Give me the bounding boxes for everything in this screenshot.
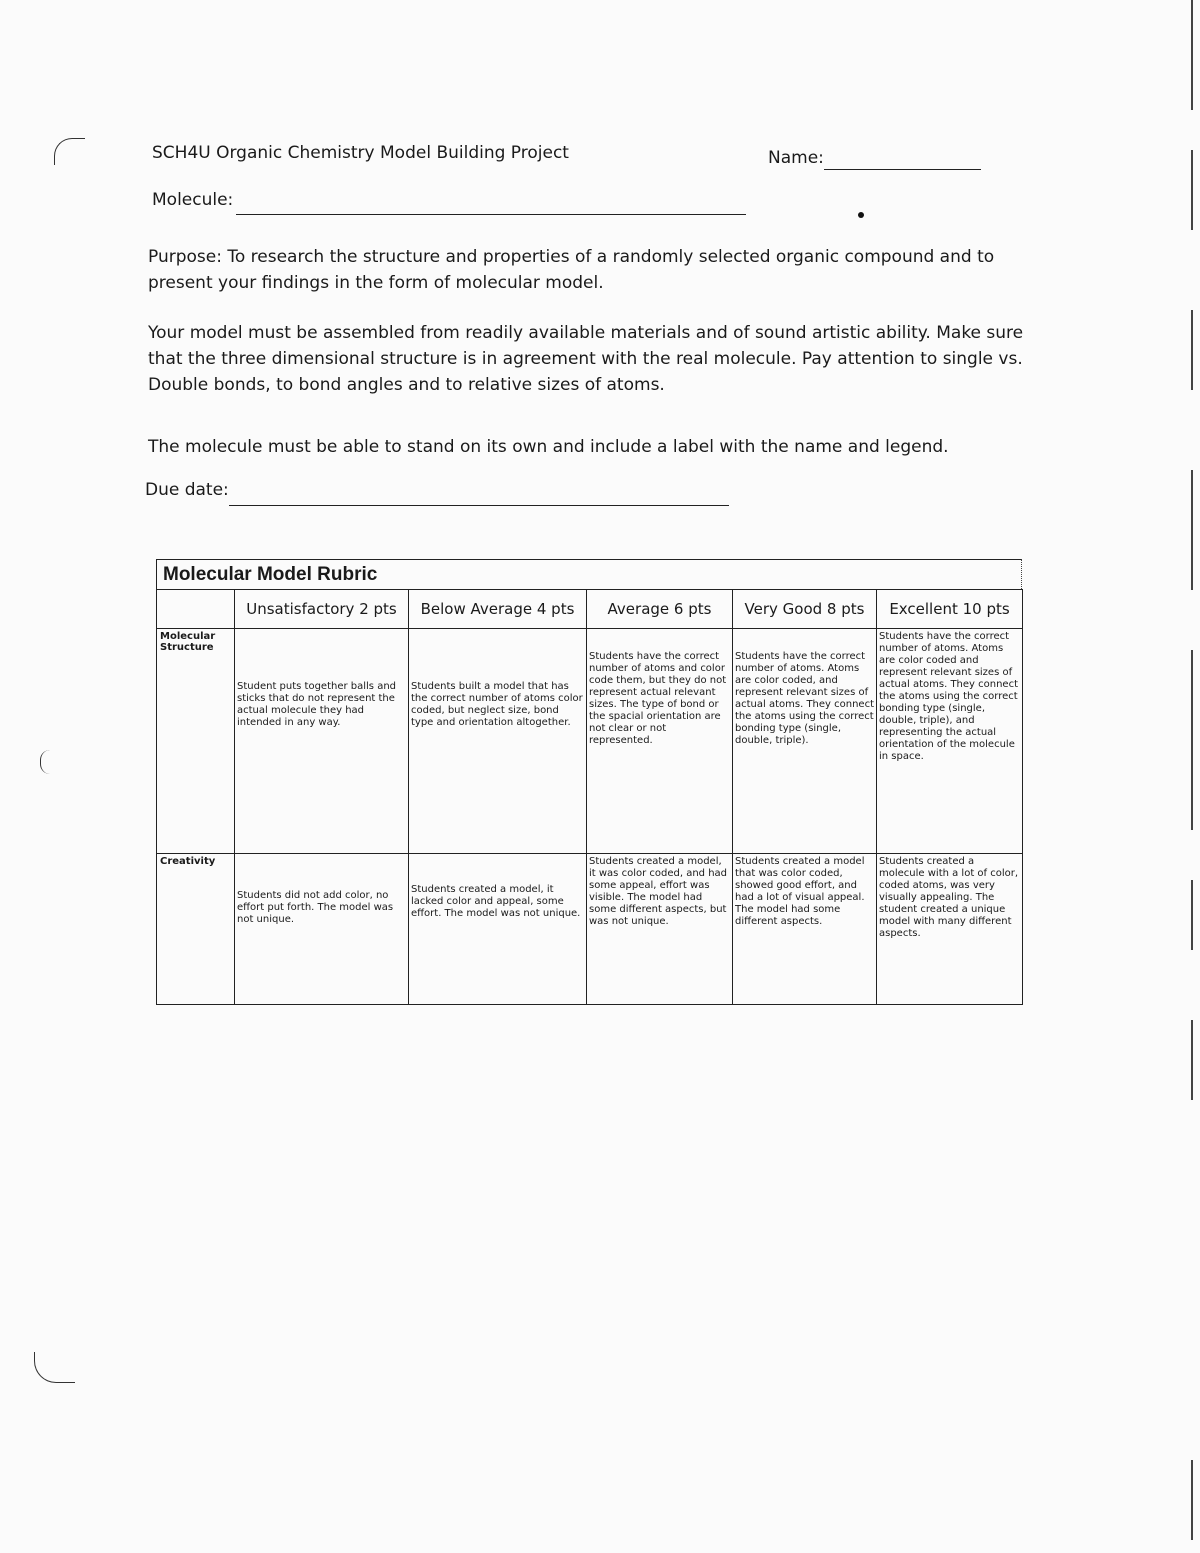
scan-edge-line [1191,880,1193,950]
rubric-cell [877,854,1023,1005]
rubric-header-row [157,590,1023,629]
model-requirements-paragraph: Your model must be assembled from readily available materials and of sound artistic ability. Make sure that the three dimensional structure is in agreement with the real molecule. Pay attention to single vs. Double bonds, to bond angles and to relative sizes of atoms. [148,323,1024,395]
rubric-cell [733,854,877,1005]
scan-edge-line [1191,650,1193,830]
rubric-cell [587,854,733,1005]
purpose-paragraph: Purpose: To research the structure and properties of a randomly selected organic compound and to present your findings in the form of molecular model. [148,247,995,293]
hole-punch-mark-top [54,138,85,165]
rubric-cell-text: Students created a molecule with a lot of color, coded atoms, was very visually appealing. The student created a unique model with many different aspects. [879,856,1019,939]
rubric-cell [409,629,587,854]
rubric-column-header: Unsatisfactory 2 pts [235,590,409,629]
rubric-cell-text: Students created a model, it lacked color and appeal, some effort. The model was not unique. [411,884,581,919]
scan-edge-line [1191,150,1193,230]
hole-punch-mark-bottom [34,1352,75,1383]
scan-edge-line [1191,470,1193,590]
molecule-blank-line [236,214,746,215]
due-date-label: Due date: [145,480,229,500]
rubric-column-header: Below Average 4 pts [409,590,587,629]
stand-requirement-paragraph: The molecule must be able to stand on its own and include a label with the name and legend. [148,437,949,457]
rubric-cell-text: Student puts together balls and sticks that do not represent the actual molecule they had intended in any way. [237,681,397,728]
due-date-blank-line [229,505,729,506]
rubric-row-creativity [157,854,1023,1005]
rubric-corner-cell [157,590,235,629]
scan-edge-line [1191,310,1193,390]
rubric-cell-text: Students have the correct number of atoms and color code them, but they do not represent actual relevant sizes. The type of bond or the spacial orientation are not clear or not represented. [589,651,727,746]
name-label: Name: [768,148,824,168]
rubric-cell [877,629,1023,854]
scan-edge-line [1191,1460,1193,1540]
rubric-table [156,559,1022,1005]
scan-speck [858,212,864,218]
rubric-column-header: Average 6 pts [587,590,733,629]
rubric-column-header: Very Good 8 pts [733,590,877,629]
rubric-row-molecular-structure [157,629,1023,854]
name-blank-line [824,169,981,170]
rubric-cell [235,854,409,1005]
rubric-cell-text: Students did not add color, no effort put forth. The model was not unique. [237,890,394,925]
rubric-criterion: Creativity [157,854,235,1005]
rubric-cell-text: Students have the correct number of atoms. Atoms are color coded and represent relevant sizes of actual atoms. They connect the atoms using the correct bonding type (single, double, triple), and representing the actual orientation of the molecule in space. [879,631,1019,762]
rubric-cell-text: Students have the correct number of atoms. Atoms are color coded, and represent relevant sizes of actual atoms. They connect the atoms using the correct bonding type (single, double, triple). [735,651,875,746]
scan-edge-line [1191,1020,1193,1100]
rubric-cell [587,629,733,854]
rubric-cell [235,629,409,854]
rubric-cell-text: Students created a model, it was color coded, and had some appeal, effort was visible. The model had some different aspects, but was not unique. [589,856,728,927]
rubric-cell [409,854,587,1005]
scan-edge-line [1191,0,1193,110]
rubric-cell-text: Students created a model that was color coded, showed good effort, and had a lot of visual appeal. The model had some different aspects. [735,856,865,927]
molecule-label: Molecule: [152,190,234,210]
rubric-column-header: Excellent 10 pts [877,590,1023,629]
rubric-cell-text: Students built a model that has the correct number of atoms color coded, but neglect size, bond type and orientation altogether. [411,681,583,728]
rubric-criterion: Molecular Structure [157,629,235,854]
rubric-cell [733,629,877,854]
rubric-title-row [156,559,1022,589]
rubric-title: Molecular Model Rubric [163,564,378,585]
course-title: SCH4U Organic Chemistry Model Building Project [152,143,569,163]
hole-punch-mark-middle [40,750,51,774]
